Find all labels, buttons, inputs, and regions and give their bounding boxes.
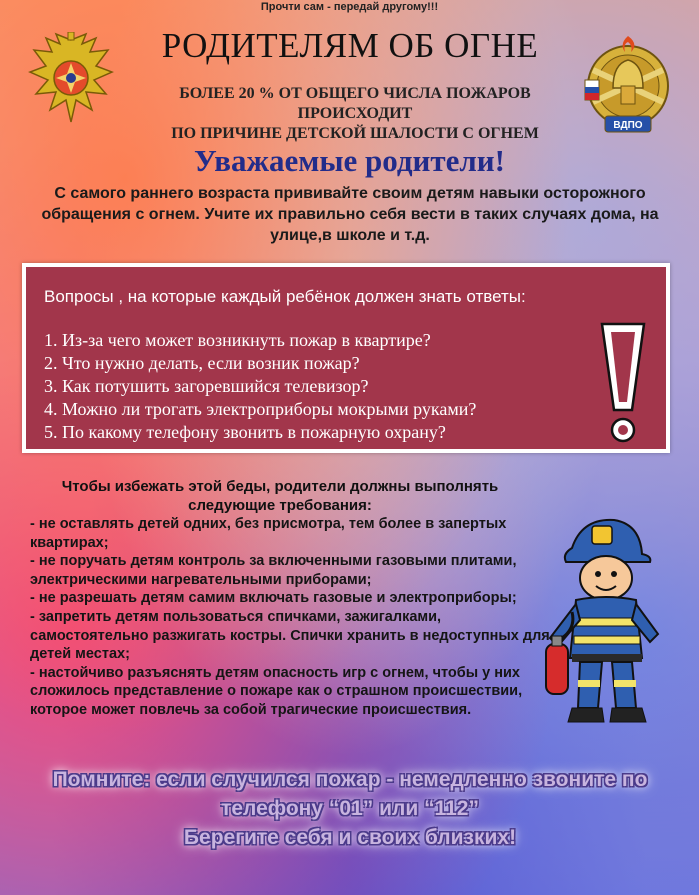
vdpo-label: ВДПО: [613, 120, 643, 131]
requirement-line: - не оставлять детей одних, без присмотра, тем более в запертых: [30, 516, 507, 532]
intro-line-1: С самого раннего возраста прививайте своим детям навыки осторожного: [54, 185, 646, 202]
requirements-heading-line-2: следующие требования:: [188, 497, 372, 514]
requirement-line: которое может повлечь за собой трагические происшествия.: [30, 701, 472, 718]
mchs-emblem-icon: [26, 32, 116, 127]
requirement-line: - запретить детям пользоваться спичками, зажигалками,: [30, 608, 442, 625]
question-item: 1. Из-за чего может возникнуть пожар в квартире?: [44, 330, 431, 350]
requirement-line: квартирах;: [30, 534, 109, 551]
questions-list: [44, 329, 476, 444]
questions-heading: Вопросы , на которые каждый ребёнок должен знать ответы:: [44, 287, 526, 306]
intro-line-2: обращения с огнем. Учите их правильно себя вести в таких случаях дома, на: [41, 206, 659, 223]
top-note: Прочти сам - передай другому!!!: [260, 1, 439, 13]
reminder-line-2: телефону “01” или “112”: [221, 797, 479, 820]
question-item: 2. Что нужно делать, если возник пожар?: [44, 353, 360, 373]
questions-box: [22, 263, 670, 453]
question-item: 4. Можно ли трогать электроприборы мокрыми руками?: [44, 399, 477, 419]
requirements-heading: [30, 477, 530, 515]
requirement-line: - настойчиво разъяснять детям опасность игр с огнем, чтобы у них: [30, 664, 520, 681]
requirements-heading-line-1: Чтобы избежать этой беды, родители должны выполнять: [61, 478, 499, 495]
requirement-line: самостоятельно разжигать костры. Спички хранить в недоступных для: [30, 627, 550, 644]
page-title: РОДИТЕЛЯМ ОБ ОГНЕ: [161, 26, 539, 65]
subtitle-line-1: БОЛЕЕ 20 % ОТ ОБЩЕГО ЧИСЛА ПОЖАРОВ ПРОИСХОДИТ: [179, 85, 531, 122]
vdpo-emblem-icon: [583, 30, 673, 142]
greeting: Уважаемые родители!: [194, 143, 505, 178]
question-item: 3. Как потушить загоревшийся телевизор?: [44, 376, 369, 396]
requirements-list: [30, 515, 565, 720]
intro-line-3: улице,в школе и т.д.: [270, 227, 430, 244]
reminder-line-3: Берегите себя и своих близких!: [183, 826, 517, 849]
question-item: 5. По какому телефону звонить в пожарную охрану?: [44, 422, 446, 442]
requirement-line: сложилось представление о пожаре как о страшном происшествии,: [30, 683, 523, 700]
requirement-line: - не поручать детям контроль за включенными газовыми плитами,: [30, 553, 517, 570]
requirement-line: электрическими нагревательными приборами;: [30, 571, 372, 588]
requirement-line: - не разрешать детям самим включать газовые и электроприборы;: [30, 590, 517, 607]
reminder-line-1: Помните: если случился пожар - немедленно звоните по: [52, 768, 648, 791]
reminder-banner: [30, 765, 670, 852]
intro-text: [30, 183, 670, 246]
subtitle: [120, 84, 590, 144]
requirement-line: детей местах;: [30, 646, 130, 663]
exclamation-icon: [596, 322, 650, 447]
subtitle-line-2: ПО ПРИЧИНЕ ДЕТСКОЙ ШАЛОСТИ С ОГНЕМ: [171, 125, 539, 142]
firefighter-icon: [532, 508, 672, 728]
